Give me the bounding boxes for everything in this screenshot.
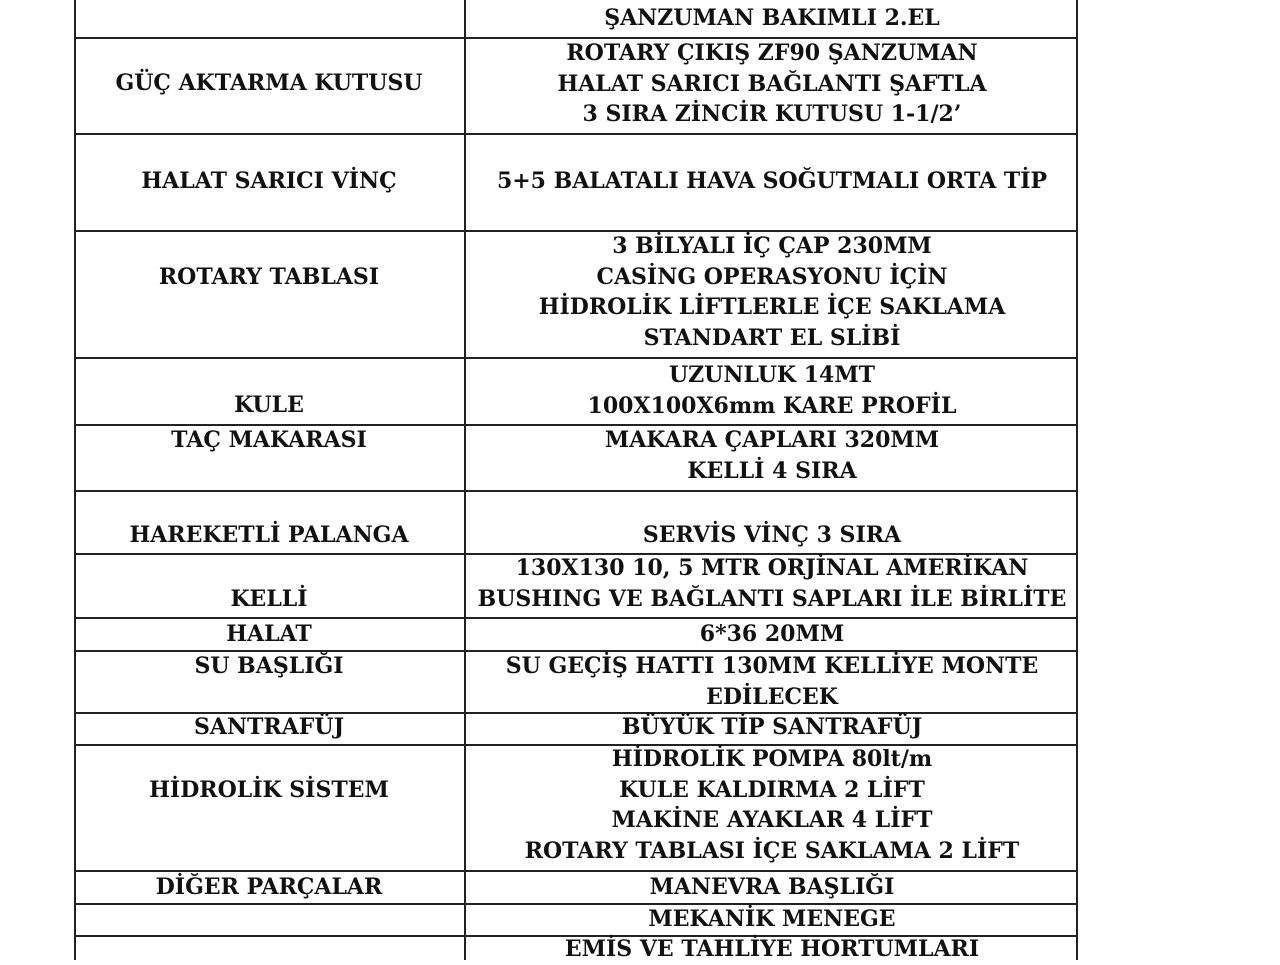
row-value-line: ŞANZUMAN BAKIMLI 2.EL xyxy=(604,5,940,31)
row-value-line: BÜYÜK TİP SANTRAFÜJ xyxy=(621,714,923,740)
row-value-line: SU GEÇİŞ HATTI 130MM KELLİYE MONTE xyxy=(505,653,1039,679)
row-value-line: CASİNG OPERASYONU İÇİN xyxy=(596,263,948,290)
row-value-line: MANEVRA BAŞLIĞI xyxy=(649,874,895,900)
row-value-line: ROTARY ÇIKIŞ ZF90 ŞANZUMAN xyxy=(566,40,978,66)
row-value-line: BUSHING VE BAĞLANTI SAPLARI İLE BİRLİTE xyxy=(477,585,1067,612)
row-value-line: UZUNLUK 14MT xyxy=(668,362,876,388)
row-label: KELLİ xyxy=(230,586,308,612)
row-label: HALAT SARICI VİNÇ xyxy=(141,168,397,194)
row-label: SANTRAFÜJ xyxy=(193,714,344,740)
row-value-line: ROTARY TABLASI İÇE SAKLAMA 2 LİFT xyxy=(524,837,1020,864)
row-label: HAREKETLİ PALANGA xyxy=(129,522,409,548)
row-value-line: STANDART EL SLİBİ xyxy=(643,324,901,351)
row-label: DİĞER PARÇALAR xyxy=(155,874,383,900)
row-label: TAÇ MAKARASI xyxy=(171,427,367,453)
row-label: HİDROLİK SİSTEM xyxy=(149,777,389,803)
row-value-line: 130X130 10, 5 MTR ORJİNAL AMERİKAN xyxy=(515,555,1029,581)
row-value-line: 100X100X6mm KARE PROFİL xyxy=(587,392,957,419)
row-label: SU BAŞLIĞI xyxy=(194,653,344,679)
row-value-line: 3 SIRA ZİNCİR KUTUSU 1-1/2’ xyxy=(582,101,962,127)
row-value-line: MAKARA ÇAPLARI 320MM xyxy=(604,427,940,453)
row-label: KULE xyxy=(234,392,304,418)
row-value-line: HALAT SARICI BAĞLANTI ŞAFTLA xyxy=(557,70,987,97)
row-value-line: 3 BİLYALI İÇ ÇAP 230MM xyxy=(612,233,932,259)
row-value-line: 6*36 20MM xyxy=(699,621,845,647)
row-label: GÜÇ AKTARMA KUTUSU xyxy=(115,70,423,96)
row-value-line: MEKANİK MENEGE xyxy=(648,906,896,932)
row-value-line: KULE KALDIRMA 2 LİFT xyxy=(619,776,925,803)
row-label: ROTARY TABLASI xyxy=(158,264,380,290)
row-value-line: HİDROLİK POMPA 80lt/m xyxy=(611,746,933,772)
row-value-line: 5+5 BALATALI HAVA SOĞUTMALI ORTA TİP xyxy=(496,168,1048,194)
row-value-line: EDİLECEK xyxy=(706,683,838,710)
row-value-line: HİDROLİK LİFTLERLE İÇE SAKLAMA xyxy=(538,294,1006,320)
table-row xyxy=(74,0,1080,960)
row-value-line: KELLİ 4 SIRA xyxy=(687,457,857,484)
row-label: HALAT xyxy=(226,621,312,647)
row-value-line: EMİS VE TAHLİYE HORTUMLARI xyxy=(564,936,980,962)
row-value-line: SERVİS VİNÇ 3 SIRA xyxy=(642,522,902,548)
row-value-line: MAKİNE AYAKLAR 4 LİFT xyxy=(611,807,933,833)
